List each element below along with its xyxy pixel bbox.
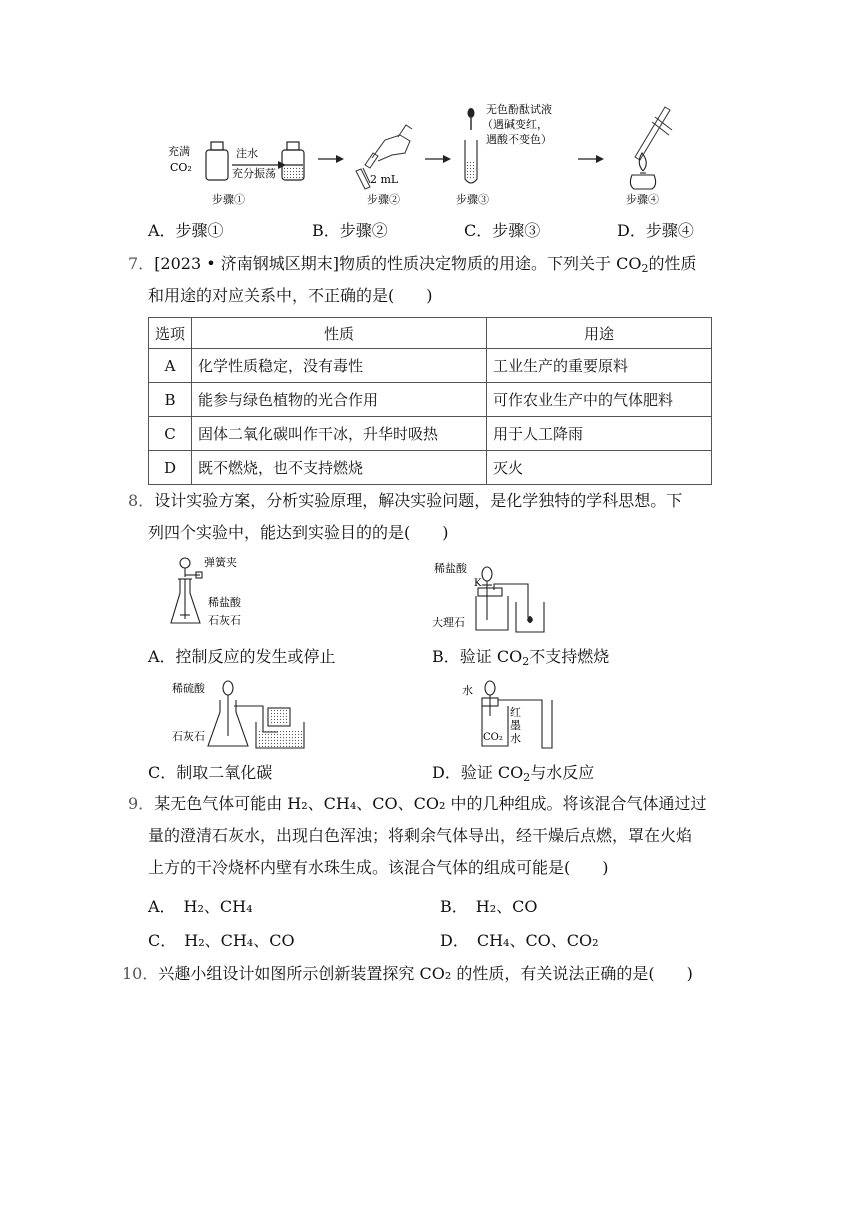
q7-line2: 和用途的对应关系中，不正确的是( ) xyxy=(148,286,433,305)
q9-number: 9． xyxy=(128,794,155,813)
step4-caption: 步骤④ xyxy=(626,193,659,206)
q10-line1 xyxy=(122,964,693,984)
q8-option-d-text: D．验证 CO xyxy=(432,763,524,782)
fig-b-label-acid: 稀盐酸 xyxy=(434,562,467,575)
q8-option-d[interactable] xyxy=(432,760,594,784)
fig-b-label-k: K xyxy=(474,578,482,589)
q8-line2: 列四个实验中，能达到实验目的的是( ) xyxy=(148,523,449,542)
bottle-icon xyxy=(206,142,228,180)
fig-d-label-co2: CO₂ xyxy=(483,732,503,743)
q8-line1 xyxy=(128,491,682,511)
table-cell: D xyxy=(149,451,192,485)
table-row xyxy=(149,417,712,451)
q8-option-b-suffix: 不支持燃烧 xyxy=(529,647,610,666)
q7-line1 xyxy=(128,254,696,279)
fig-d-label-red: 红 xyxy=(510,706,521,719)
q9-line1-text: 某无色气体可能由 H₂、CH₄、CO、CO₂ 中的几种组成。将该混合气体通过过 xyxy=(154,794,707,813)
q9-line2: 量的澄清石灰水，出现白色浑浊；将剩余气体导出，经干燥后点燃，罩在火焰 xyxy=(148,826,693,845)
q9-option-b[interactable]: B． H₂、CO xyxy=(440,897,538,916)
dropper-icon xyxy=(468,108,475,130)
table-cell: 固体二氧化碳叫作干冰，升华时吸热 xyxy=(192,417,487,451)
table-cell: C xyxy=(149,417,192,451)
table-header-property: 性质 xyxy=(192,318,487,349)
table-header-use: 用途 xyxy=(487,318,712,349)
fig-d-label-water: 水 xyxy=(462,684,473,697)
q6-option-c[interactable]: C．步骤③ xyxy=(464,221,541,240)
q6-option-b[interactable]: B．步骤② xyxy=(312,221,388,240)
q8-option-c[interactable]: C．制取二氧化碳 xyxy=(148,763,273,782)
heating-tube-icon xyxy=(635,107,672,160)
q10-text: 兴趣小组设计如图所示创新装置探究 CO₂ 的性质，有关说法正确的是( ) xyxy=(158,964,693,983)
q8-number: 8． xyxy=(128,491,155,510)
step1-caption: 步骤① xyxy=(212,193,245,206)
q8-figure-d xyxy=(462,676,562,754)
q8-line1-text: 设计实验方案，分析实验原理，解决实验问题，是化学独特的学科思想。下 xyxy=(154,491,683,510)
q10-number: 10． xyxy=(122,964,159,983)
table-cell: 灭火 xyxy=(487,451,712,485)
q8-figure-a xyxy=(168,553,278,633)
step1-arrow-bottom: 充分振荡 xyxy=(232,167,276,180)
table-cell: B xyxy=(149,383,192,417)
step3-note-1: 无色酚酞试液 xyxy=(486,103,552,116)
table-row xyxy=(149,451,712,485)
q9-line3: 上方的干冷烧杯内壁有水珠生成。该混合气体的组成可能是( ) xyxy=(148,858,609,877)
step1-arrow-top: 注水 xyxy=(236,147,258,160)
table-row xyxy=(149,349,712,383)
step1-label-filled: 充满 xyxy=(168,145,190,158)
q7-line1-suffix: 的性质 xyxy=(648,254,697,273)
gas-bottle-beaker-icon xyxy=(476,567,544,632)
q9-option-d[interactable]: D． CH₄、CO、CO₂ xyxy=(440,931,599,950)
fig-a-label-clip: 弹簧夹 xyxy=(204,556,237,569)
q7-table xyxy=(148,317,712,485)
q8-figure-b xyxy=(432,560,562,635)
table-cell: 可作农业生产中的气体肥料 xyxy=(487,383,712,417)
table-cell: 用于人工降雨 xyxy=(487,417,712,451)
step2-volume: 2 mL xyxy=(370,173,399,186)
q6-option-a[interactable]: A．步骤① xyxy=(148,221,224,240)
step3-note-2: （遇碱变红， xyxy=(482,118,548,131)
flask-with-clip-icon xyxy=(171,558,202,623)
q8-figure-c xyxy=(168,676,308,754)
step1-label-co2: CO₂ xyxy=(170,161,192,174)
table-cell: 能参与绿色植物的光合作用 xyxy=(192,383,487,417)
table-header-row xyxy=(149,318,712,349)
q6-option-d[interactable]: D．步骤④ xyxy=(617,221,694,240)
q7-line1-text: [2023 • 济南钢城区期末]物质的性质决定物质的用途。下列关于 CO xyxy=(154,254,642,273)
step3-note-3: 遇酸不变色） xyxy=(486,133,552,146)
q8-option-b-text: B．验证 CO xyxy=(432,647,523,666)
fig-c-label-acid: 稀硫酸 xyxy=(172,682,205,695)
fig-a-label-acid: 稀盐酸 xyxy=(208,596,241,609)
q9-line1 xyxy=(128,794,706,814)
fig-c-label-limestone: 石灰石 xyxy=(172,730,205,743)
table-cell: 既不燃烧，也不支持燃烧 xyxy=(192,451,487,485)
q6-experiment-figure xyxy=(160,95,740,210)
q9-option-c[interactable]: C． H₂、CH₄、CO xyxy=(148,931,295,950)
step3-caption: 步骤③ xyxy=(456,193,489,206)
fig-d-label-water2: 水 xyxy=(510,732,521,745)
q8-option-a[interactable]: A．控制反应的发生或停止 xyxy=(148,647,336,666)
table-row xyxy=(149,383,712,417)
q8-option-d-suffix: 与水反应 xyxy=(530,763,595,782)
table-cell: 化学性质稳定，没有毒性 xyxy=(192,349,487,383)
table-cell: 工业生产的重要原料 xyxy=(487,349,712,383)
q8-option-b[interactable] xyxy=(432,644,609,668)
step2-caption: 步骤② xyxy=(367,193,400,206)
co2-subscript: 2 xyxy=(641,262,649,275)
co2-subscript: 2 xyxy=(523,771,531,784)
alcohol-lamp-icon xyxy=(630,153,655,189)
co2-subscript: 2 xyxy=(522,655,530,668)
fig-b-label-marble: 大理石 xyxy=(432,616,465,629)
fig-d-label-ink: 墨 xyxy=(510,719,521,732)
q9-option-a[interactable]: A． H₂、CH₄ xyxy=(148,897,253,916)
table-header-option: 选项 xyxy=(149,318,192,349)
q7-number: 7． xyxy=(128,254,155,273)
table-cell: A xyxy=(149,349,192,383)
fig-a-label-limestone: 石灰石 xyxy=(208,614,241,627)
